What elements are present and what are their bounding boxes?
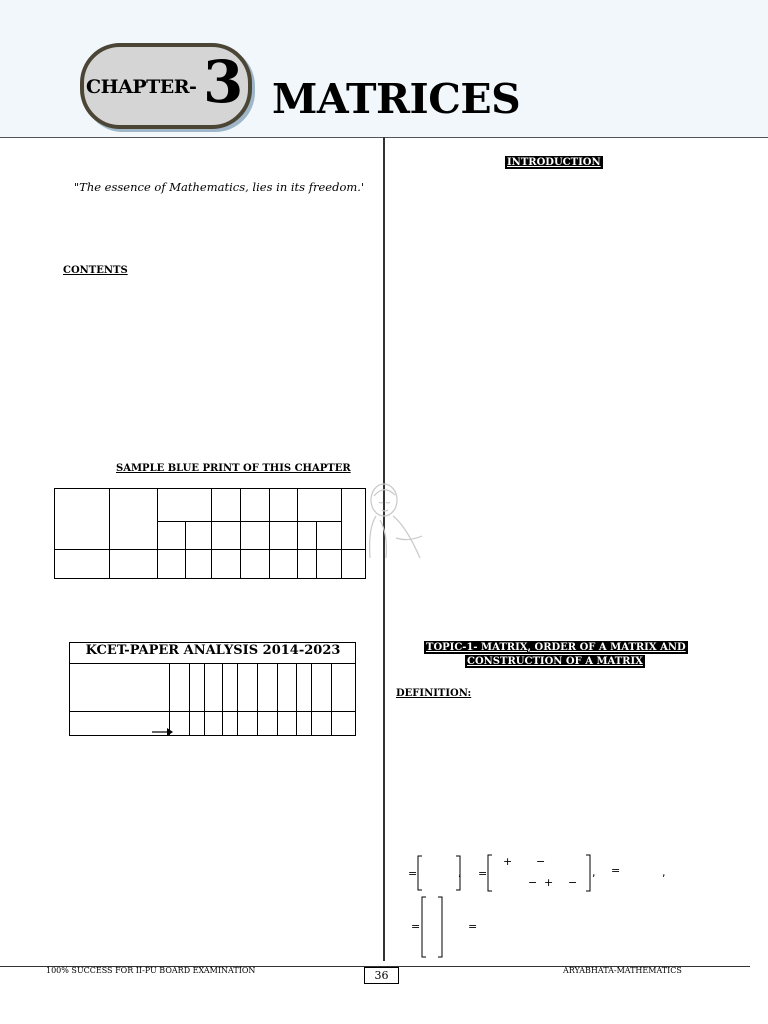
kcet-table-rule bbox=[204, 663, 205, 736]
portrait-watermark bbox=[362, 478, 432, 564]
chapter-number: 3 bbox=[203, 48, 244, 116]
equals-sign: = bbox=[478, 867, 488, 880]
blueprint-table-rule bbox=[157, 488, 158, 579]
kcet-table-rule bbox=[311, 663, 312, 736]
topic-heading-line1: TOPIC-1- MATRIX, ORDER OF A MATRIX AND bbox=[426, 642, 686, 653]
equals-sign: = bbox=[411, 920, 421, 933]
matrix-bracket-pair bbox=[417, 855, 461, 891]
plus-sign: + bbox=[503, 855, 513, 868]
blueprint-table-rule bbox=[269, 488, 270, 579]
page-number: 36 bbox=[364, 967, 399, 984]
footer-left-text: 100% SUCCESS FOR II-PU BOARD EXAMINATION bbox=[46, 966, 256, 975]
chapter-label: CHAPTER- bbox=[86, 76, 197, 98]
contents-heading: CONTENTS bbox=[63, 265, 128, 276]
equals-sign: = bbox=[408, 867, 418, 880]
blueprint-table-rule bbox=[240, 488, 241, 579]
minus-sign: − bbox=[536, 855, 546, 868]
blueprint-table-rule bbox=[297, 488, 298, 579]
equals-sign: = bbox=[468, 920, 478, 933]
minus-sign: − bbox=[568, 876, 578, 889]
topic-heading-line2: CONSTRUCTION OF A MATRIX bbox=[467, 656, 643, 667]
kcet-table-rule bbox=[257, 663, 258, 736]
blueprint-table-rule bbox=[316, 521, 317, 579]
equals-sign: = bbox=[611, 864, 621, 877]
comma: , bbox=[458, 866, 462, 879]
comma: , bbox=[662, 866, 666, 879]
blueprint-table-rule bbox=[54, 549, 366, 550]
blueprint-table-rule bbox=[185, 521, 186, 579]
minus-sign: − bbox=[528, 876, 538, 889]
kcet-table-rule bbox=[296, 663, 297, 736]
chapter-quote: "The essence of Mathematics, lies in its freedom.' bbox=[73, 180, 365, 194]
definition-heading: DEFINITION: bbox=[396, 688, 472, 699]
plus-sign: + bbox=[544, 876, 554, 889]
blueprint-table-rule bbox=[211, 488, 212, 579]
footer-right-text: ARYABHATA-MATHEMATICS bbox=[563, 966, 682, 975]
chapter-title: MATRICES bbox=[272, 75, 521, 123]
blueprint-table bbox=[54, 488, 366, 579]
kcet-table-rule bbox=[222, 663, 223, 736]
arrow-right-icon bbox=[152, 727, 174, 737]
blueprint-heading: SAMPLE BLUE PRINT OF THIS CHAPTER bbox=[116, 463, 351, 474]
blueprint-table-rule bbox=[341, 488, 342, 579]
introduction-heading: INTRODUCTION bbox=[507, 157, 601, 168]
matrix-bracket-pair bbox=[421, 896, 443, 958]
blueprint-table-rule bbox=[109, 488, 110, 579]
kcet-table-rule bbox=[189, 663, 190, 736]
comma: , bbox=[592, 866, 596, 879]
kcet-table-rule bbox=[69, 711, 356, 712]
kcet-table-rule bbox=[331, 663, 332, 736]
kcet-table-title: KCET-PAPER ANALYSIS 2014-2023 bbox=[85, 643, 341, 658]
kcet-table-rule bbox=[277, 663, 278, 736]
kcet-table-rule bbox=[69, 663, 356, 664]
kcet-table-rule bbox=[169, 663, 170, 736]
kcet-table-rule bbox=[237, 663, 238, 736]
